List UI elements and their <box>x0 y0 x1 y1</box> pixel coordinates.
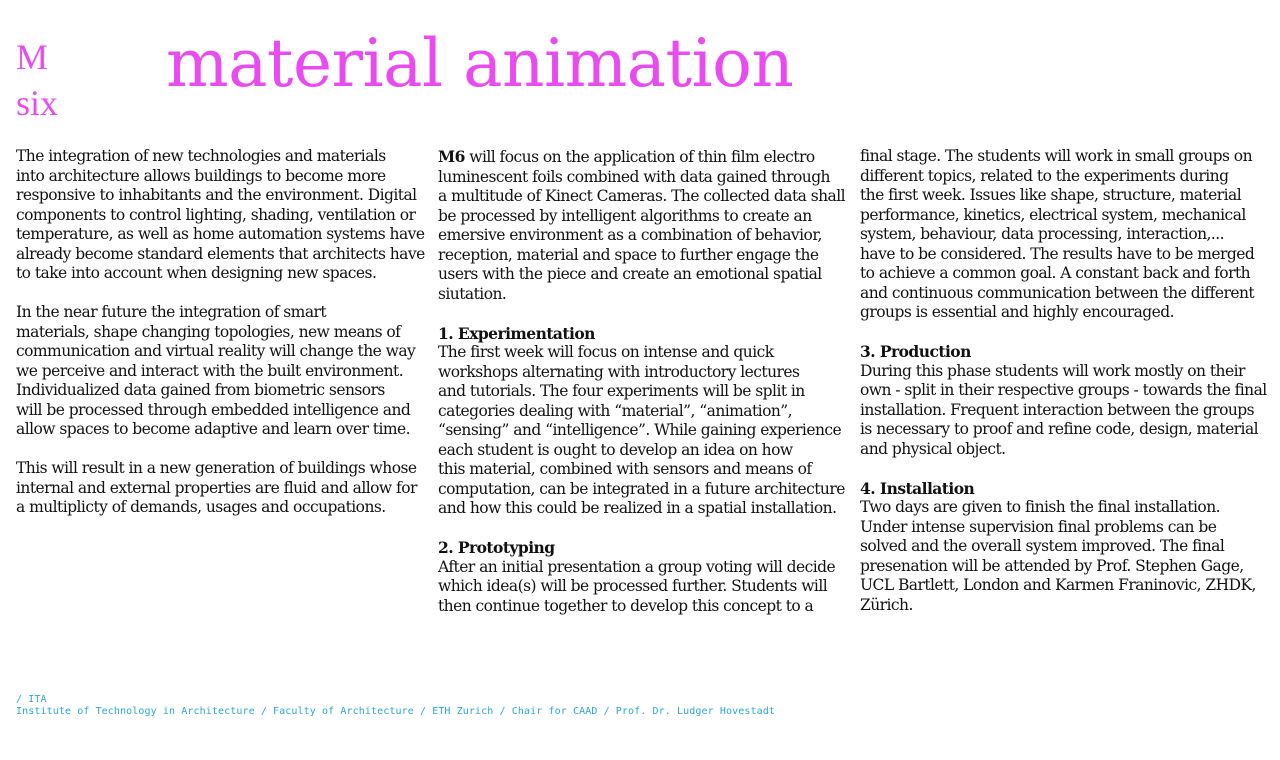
program-paragraph-text: will focus on the application of thin film electro luminescent foils combined with data gained through a multitude of Kinect Cameras. The collected data shall be processed by intelligent algorithms to create an emersive environment as a combination of behavior, reception, material and space to further engage the users with the piece and create an emotional spatial siutation. <box>438 148 846 303</box>
column-phases <box>860 147 1270 615</box>
footer-institution: Institute of Technology in Architecture / Faculty of Architecture / ETH Zurich / Chair for CAAD / Prof. Dr. Ludger Hovestadt <box>16 706 775 717</box>
program-paragraph <box>438 147 848 304</box>
heading-production: 3. Production <box>860 342 971 361</box>
page-title: material animation <box>166 25 794 102</box>
badge-number: six <box>16 83 59 123</box>
heading-installation: 4. Installation <box>860 478 975 498</box>
heading-prototyping: 2. Prototyping <box>438 538 555 557</box>
module-badge <box>16 34 58 126</box>
intro-paragraph-1: The integration of new technologies and materials into architecture allows buildings to become more responsive to inhabitants and the environment. Digital components to control lighting, shading, ventilation or temperature, as well as home automation systems have already become standard elements that architects have to take into account when designing new spaces. <box>16 147 425 282</box>
column-program <box>438 147 848 616</box>
production-text: During this phase students will work mostly on their own - split in their respective groups - towards the final installation. Frequent interaction between the groups is necessary to proof and refine code, design, material and physical object. <box>860 361 1267 458</box>
installation-text: Two days are given to finish the final installation. Under intense supervision final problems can be solved and the overall system improved. The final presenation will be attended by Prof. Stephen Gage, UCL Bartlett, London and Karmen Franinovic, ZHDK, Zürich. <box>860 498 1256 614</box>
column-introduction <box>16 147 426 518</box>
experimentation-text: The first week will focus on intense and quick workshops alternating with introductory lectures and tutorials. The four experiments will be split in categories dealing with “material”, “animation”, “sensing” and “intelligence”. While gaining experience each student is ought to develop an idea on how this material, combined with sensors and means of computation, can be integrated in a future architecture and how this could be realized in a spatial installation. <box>438 343 845 517</box>
heading-experimentation: 1. Experimentation <box>438 323 595 343</box>
footer-ita: / ITA <box>16 694 47 705</box>
prototyping-continued-text: final stage. The students will work in small groups on different topics, related to the experiments during the first week. Issues like shape, structure, material performance, kinetics, electrical system, mechanical system, behaviour, data processing, interaction,... have to be considered. The results have to be merged to achieve a common goal. A constant back and forth and continuous communication between the different groups is essential and highly encouraged. <box>860 147 1255 321</box>
module-code: M6 <box>438 147 465 166</box>
intro-paragraph-3: This will result in a new generation of buildings whose internal and external properties are fluid and allow for a multiplicty of demands, usages and occupations. <box>16 459 417 516</box>
intro-paragraph-2: In the near future the integration of smart materials, shape changing topologies, new means of communication and virtual reality will change the way we perceive and interact with the built environment. Individualized data gained from biometric sensors will be processed through embedded intelligence and allow spaces to become adaptive and learn over time. <box>16 303 416 438</box>
prototyping-text: After an initial presentation a group voting will decide which idea(s) will be processed further. Students will then continue together to develop this concept to a <box>438 557 836 615</box>
footer-credits <box>16 694 775 718</box>
badge-letter: M <box>16 37 49 77</box>
